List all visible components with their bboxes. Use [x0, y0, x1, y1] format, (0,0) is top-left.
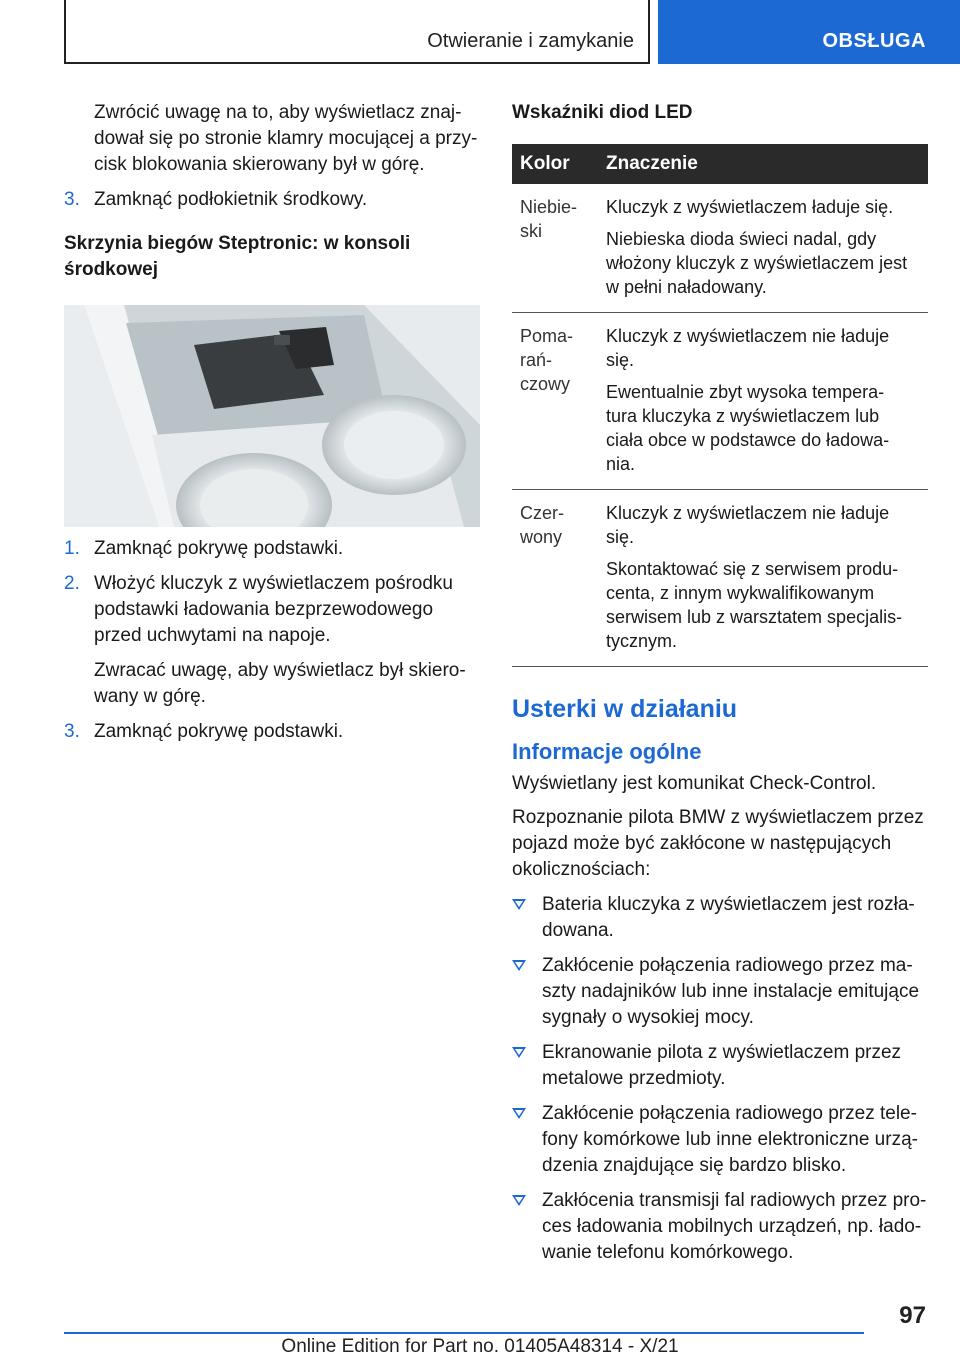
table-row [512, 313, 928, 490]
row-meaning [598, 490, 928, 667]
triangle-bullet-icon [512, 1047, 526, 1058]
step-text: Zamknąć pokrywę podstawki. [94, 538, 344, 559]
table-row [512, 490, 928, 667]
meaning-line: Kluczyk z wyświetlaczem nie ładuje się. [606, 326, 890, 370]
list-item-text: Zakłócenie połączenia radiowego przez ma- szty nadajników lub inne instalacje emitujące sygnały o wysokiej mocy. [542, 955, 920, 1028]
column-header-meaning: Znaczenie [598, 144, 928, 184]
step-text: Włożyć kluczyk z wyświetlaczem pośrodku podstawki ładowania bezprzewodowego przed uchwytami na napoje. [94, 573, 453, 646]
meaning-line: Kluczyk z wyświetlaczem ładuje się. [606, 197, 894, 217]
list-item [512, 1040, 928, 1092]
step-number: 3. [64, 721, 80, 742]
section-heading-steptronic: Skrzynia biegów Steptronic: w konsoli środkowej [64, 233, 411, 280]
list-item-text: Zakłócenia transmisji fal radiowych przez pro- ces ładowania mobilnych urządzeń, np. łado- wanie telefonu komórkowego. [542, 1190, 927, 1263]
step-text: Zamknąć podłokietnik środkowy. [94, 189, 368, 210]
step-text: Zamknąć pokrywę podstawki. [94, 721, 344, 742]
step-3 [64, 719, 480, 745]
meaning-line: Kluczyk z wyświetlaczem nie ładuje się. [606, 503, 890, 547]
console-illustration [64, 305, 480, 527]
meaning-line: Ewentualnie zbyt wysoka tempera- tura kluczyka z wyświetlaczem lub ciała obce w podstawce do ładowa- nia. [606, 382, 890, 474]
step-number: 2. [64, 573, 80, 594]
list-item [512, 892, 928, 944]
led-table [512, 144, 928, 667]
meaning-line: Niebieska dioda świeci nadal, gdy włożony kluczyk z wyświetlaczem jest w pełni naładowany. [606, 229, 908, 297]
step-2 [64, 571, 480, 649]
step-1 [64, 536, 480, 562]
row-meaning [598, 313, 928, 490]
page-header [0, 0, 960, 66]
console-photo [64, 305, 480, 527]
right-column [512, 100, 928, 1266]
step-close-armrest [64, 187, 480, 213]
step-number: 3. [64, 189, 80, 210]
intro-text: Zwrócić uwagę na to, aby wyświetlacz znaj- dował się po stronie klamry mocującej a przy- cisk blokowania skierowany był w górę. [94, 102, 478, 175]
paragraph-recognition: Rozpoznanie pilota BMW z wyświetlaczem przez pojazd może być zakłócone w następujących okolicznościach: [512, 807, 924, 880]
row-color-red: Czer- wony [512, 490, 598, 667]
section-heading-malfunction: Usterki w działaniu [512, 695, 738, 723]
chapter-tab-label: OBSŁUGA [822, 30, 926, 52]
table-header-row [512, 144, 928, 184]
step-number: 1. [64, 538, 80, 559]
page-number: 97 [899, 1302, 926, 1329]
list-item-text: Bateria kluczyka z wyświetlaczem jest rozła- dowana. [542, 894, 915, 941]
footer-edition: Online Edition for Part no. 01405A48314 - X/21 [281, 1336, 679, 1357]
row-color-blue: Niebie- ski [512, 184, 598, 313]
table-title: Wskaźniki diod LED [512, 102, 693, 123]
list-item-text: Ekranowanie pilota z wyświetlaczem przez metalowe przedmioty. [542, 1042, 902, 1089]
meaning-line: Skontaktować się z serwisem produ- centa, z innym wykwalifikowanym serwisem lub z warsztatem specjalis- tycznym. [606, 559, 903, 651]
list-item [512, 1188, 928, 1266]
step-2-note: Zwracać uwagę, aby wyświetlacz był skiero- wany w górę. [94, 660, 466, 707]
row-color-orange: Poma- rań- czowy [512, 313, 598, 490]
left-column [64, 100, 480, 745]
subheading-general-info: Informacje ogólne [512, 739, 702, 764]
triangle-bullet-icon [512, 960, 526, 971]
triangle-bullet-icon [512, 899, 526, 910]
list-item-text: Zakłócenie połączenia radiowego przez tele- fony komórkowe lub inne elektroniczne urzą- dzenia znajdujące się bardzo blisko. [542, 1103, 918, 1176]
paragraph-check-control: Wyświetlany jest komunikat Check-Control. [512, 773, 877, 794]
row-meaning [598, 184, 928, 313]
section-title: Otwieranie i zamykanie [427, 30, 634, 52]
column-header-color: Kolor [512, 144, 598, 184]
footer-divider [64, 1332, 864, 1334]
triangle-bullet-icon [512, 1108, 526, 1119]
list-item [512, 1101, 928, 1179]
chapter-tab[interactable] [658, 0, 960, 64]
triangle-bullet-icon [512, 1195, 526, 1206]
table-row [512, 184, 928, 313]
list-item [512, 953, 928, 1031]
